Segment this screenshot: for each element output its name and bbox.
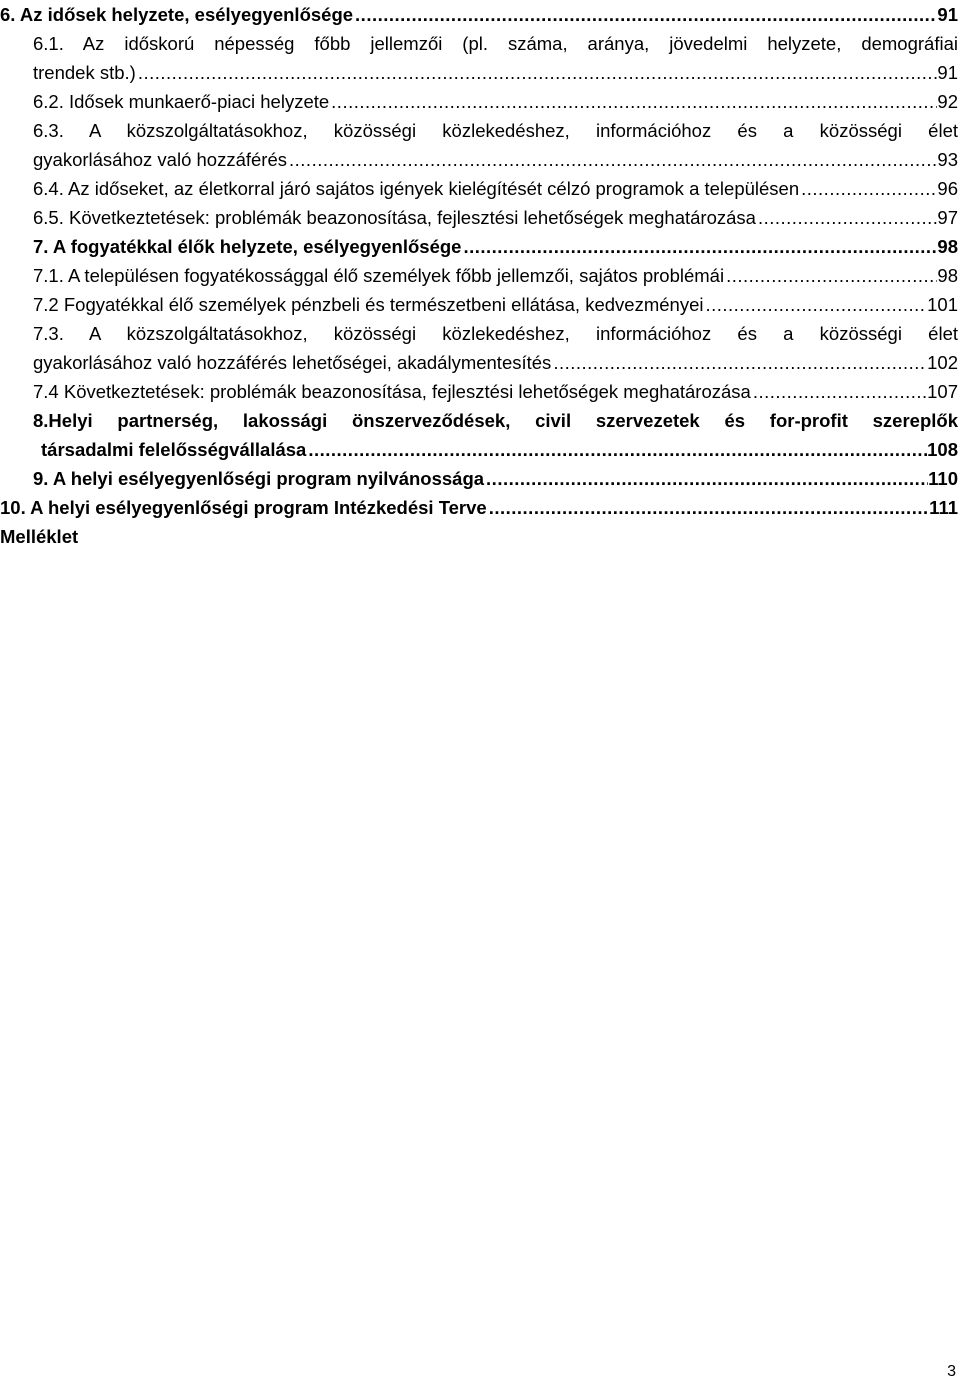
toc-leader-dots: [287, 145, 937, 174]
toc-leader-dots: [724, 261, 937, 290]
toc-entry-page: 101: [927, 294, 958, 315]
toc-leader-dots: [306, 435, 927, 464]
toc-entry-title-line2: gyakorlásához való hozzáférés lehetőségei, akadálymentesítés: [33, 352, 552, 373]
toc-leader-dots: [703, 290, 927, 319]
toc-entry-6-1[interactable]: [0, 29, 958, 87]
table-of-contents: [0, 0, 958, 551]
toc-entry-title-line1: 8.Helyi partnerség, lakossági önszerveződések, civil szervezetek és for-profit szereplők: [33, 410, 958, 431]
toc-leader-dots: [756, 203, 937, 232]
toc-entry-page: 97: [937, 207, 958, 228]
toc-entry-title: Melléklet: [0, 526, 79, 547]
toc-entry-6-4[interactable]: [0, 174, 958, 203]
toc-entry-title: 10. A helyi esélyegyenlőségi program Intézkedési Terve: [0, 497, 487, 518]
toc-entry-page: 111: [929, 497, 958, 518]
toc-entry-annex[interactable]: [0, 522, 958, 551]
toc-entry-7-1[interactable]: [0, 261, 958, 290]
toc-leader-dots: [136, 58, 938, 87]
toc-leader-dots: [484, 464, 928, 493]
toc-entry-page: 93: [937, 149, 958, 170]
toc-entry-6[interactable]: [0, 0, 958, 29]
toc-entry-9[interactable]: [0, 464, 958, 493]
toc-entry-page: 98: [937, 265, 958, 286]
toc-leader-dots: [551, 348, 927, 377]
toc-entry-title-line1: 6.1. Az időskorú népesség főbb jellemzői (pl. száma, aránya, jövedelmi helyzete, demográfiai: [33, 33, 958, 54]
toc-entry-8[interactable]: [0, 406, 958, 464]
toc-entry-page: 102: [927, 352, 958, 373]
toc-entry-6-5[interactable]: [0, 203, 958, 232]
toc-entry-7-3[interactable]: [0, 319, 958, 377]
toc-entry-title-line2: trendek stb.): [33, 62, 136, 83]
toc-entry-title: 6.4. Az időseket, az életkorral járó sajátos igények kielégítését célzó programok a településen: [33, 178, 800, 199]
toc-leader-dots: [329, 87, 937, 116]
toc-leader-dots: [353, 0, 937, 29]
toc-entry-title: 6.5. Következtetések: problémák beazonosítása, fejlesztési lehetőségek meghatározása: [33, 207, 756, 228]
toc-entry-page: 110: [928, 468, 958, 489]
toc-entry-page: 91: [937, 4, 958, 25]
toc-entry-6-2[interactable]: [0, 87, 958, 116]
toc-entry-7-2[interactable]: [0, 290, 958, 319]
toc-entry-title: 7. A fogyatékkal élők helyzete, esélyegyenlősége: [33, 236, 462, 257]
toc-entry-title: 7.1. A településen fogyatékossággal élő személyek főbb jellemzői, sajátos problémái: [33, 265, 725, 286]
toc-entry-title-line1: 6.3. A közszolgáltatásokhoz, közösségi közlekedéshez, információhoz és a közösségi élet: [33, 120, 958, 141]
toc-entry-page: 92: [937, 91, 958, 112]
toc-entry-title: 6. Az idősek helyzete, esélyegyenlősége: [0, 4, 354, 25]
toc-entry-6-3[interactable]: [0, 116, 958, 174]
toc-entry-title: 7.2 Fogyatékkal élő személyek pénzbeli és természetbeni ellátása, kedvezményei: [33, 294, 704, 315]
toc-entry-page: 108: [927, 439, 958, 460]
toc-entry-title: 7.4 Következtetések: problémák beazonosítása, fejlesztési lehetőségek meghatározása: [33, 381, 751, 402]
toc-entry-title-line2: gyakorlásához való hozzáférés: [33, 149, 288, 170]
page-number: 3: [947, 1363, 956, 1380]
toc-entry-page: 98: [937, 236, 958, 257]
toc-entry-page: 107: [927, 381, 958, 402]
toc-entry-title-line1: 7.3. A közszolgáltatásokhoz, közösségi közlekedéshez, információhoz és a közösségi élet: [33, 323, 958, 344]
toc-leader-dots: [461, 232, 937, 261]
toc-entry-10[interactable]: [0, 493, 958, 522]
toc-entry-page: 91: [937, 62, 958, 83]
toc-entry-title-line2: társadalmi felelősségvállalása: [41, 439, 307, 460]
toc-entry-7-4[interactable]: [0, 377, 958, 406]
toc-entry-title: 6.2. Idősek munkaerő-piaci helyzete: [33, 91, 330, 112]
toc-entry-7[interactable]: [0, 232, 958, 261]
toc-leader-dots: [751, 377, 927, 406]
toc-leader-dots: [487, 493, 929, 522]
toc-entry-title: 9. A helyi esélyegyenlőségi program nyilvánossága: [33, 468, 485, 489]
toc-entry-page: 96: [937, 178, 958, 199]
toc-leader-dots: [799, 174, 937, 203]
